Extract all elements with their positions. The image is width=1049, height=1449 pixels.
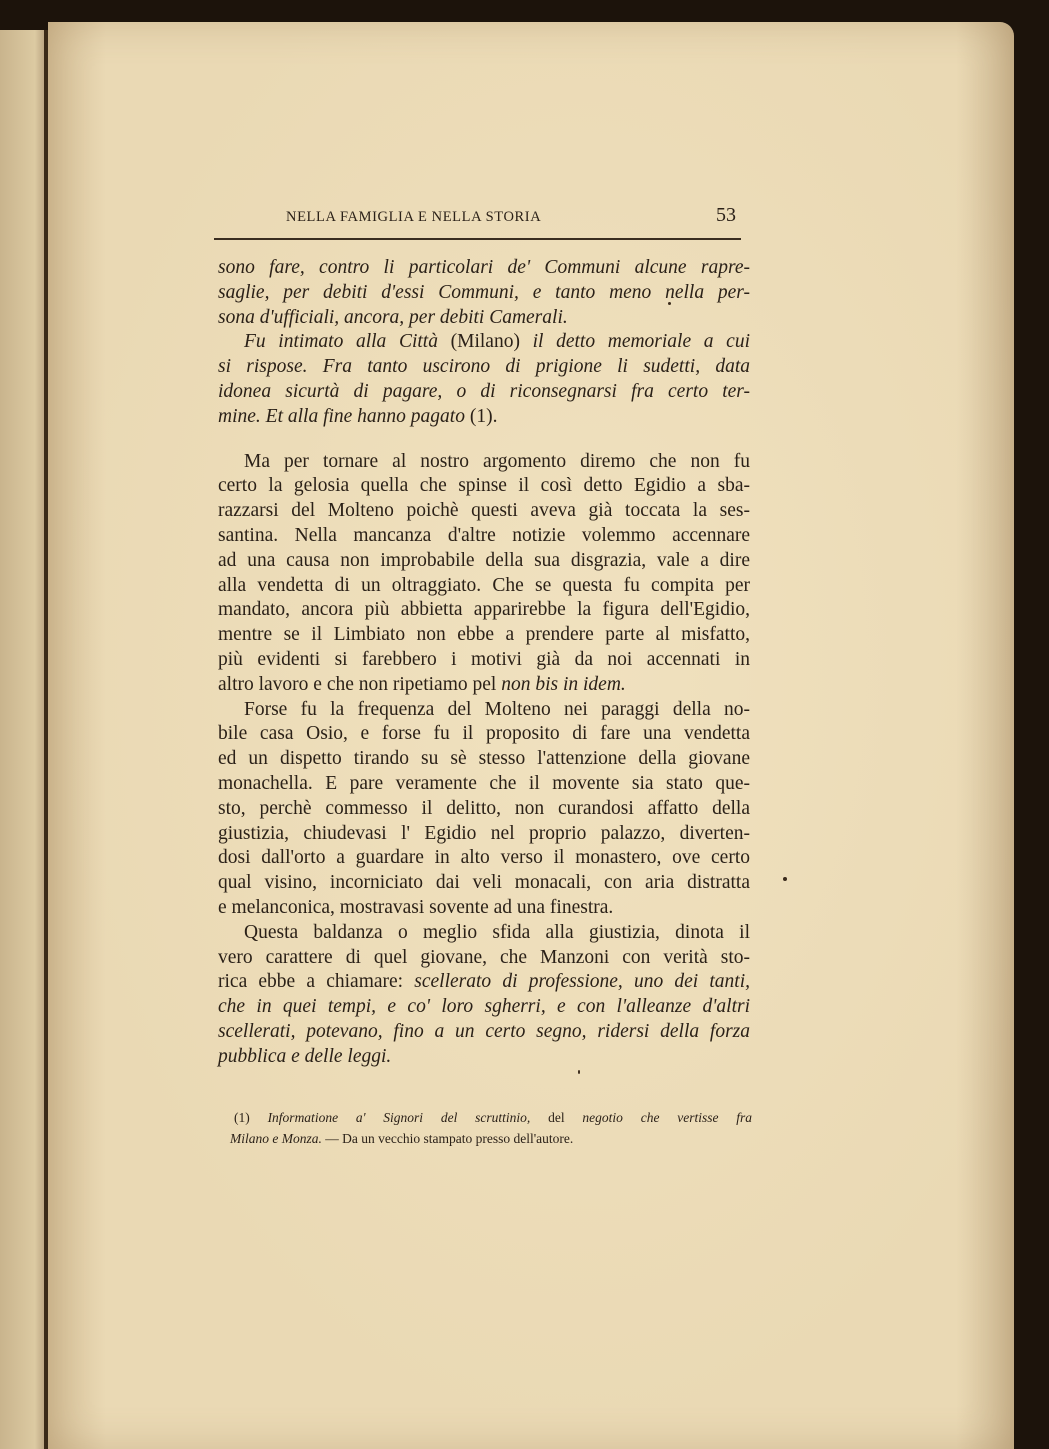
text-line: sono fare, contro li particolari de' Communi alcune rapre- [218,257,750,278]
text-line: alla vendetta di un oltraggiato. Che se questa fu compita per [218,574,750,596]
italic-run: il detto memoriale a cui [532,331,751,353]
text-line: ed un dispetto tirando su sè stesso l'attenzione della giovane [218,748,750,770]
roman-run: altro lavoro e che non ripetiamo pel [218,673,497,695]
text-line: razzarsi del Molteno poichè questi aveva già toccata la ses- [218,500,750,522]
text-line: bile casa Osio, e forse fu il proposito di fare una vendetta [218,723,750,745]
text-line: e melanconica, mostravasi sovente ad una finestra. [218,896,614,918]
footnote-number: (1) [234,1110,250,1125]
text-line: sona d'ufficiali, ancora, per debiti Camerali. [218,306,568,328]
text-line: monachella. E pare veramente che il movente sia stato que- [218,772,750,794]
left-page-edge [0,30,50,1449]
paper-speck [578,1070,580,1074]
paragraph-2 [218,330,750,429]
header-rule [214,238,741,240]
footnote [230,1107,753,1149]
text-line: pubblica e delle leggi. [218,1045,392,1067]
italic-run: non bis in idem. [501,673,626,695]
roman-run: (Milano) [450,331,520,353]
footnote-line [230,1128,752,1149]
paragraph-4 [218,698,750,921]
text-line: sto, perchè commesso il delitto, non curandosi affatto della [218,797,750,819]
text-line: certo la gelosia quella che spinse il così detto Egidio a sba- [218,475,750,497]
text-line [218,970,750,995]
italic-run: Fu intimato alla Città [244,331,438,353]
paragraph-3 [218,450,750,698]
italic-run: mine. Et alla fine hanno pagato [218,405,465,427]
running-head: NELLA FAMIGLIA E NELLA STORIA [286,209,542,225]
text-line: dosi dall'orto a guardare in alto verso il monastero, ove certo [218,847,750,869]
text-line [218,330,750,355]
text-line: vero carattere di quel giovane, che Manzoni con verità sto- [218,946,750,968]
text-line: idonea sicurtà di pagare, o di riconsegnarsi fra certo ter- [218,380,750,402]
paper-speck [783,877,787,881]
text-line: più evidenti si farebbero i motivi già da noi accennati in [218,648,750,670]
paragraph-5 [218,921,750,1070]
text-line: mentre se il Limbiato non ebbe a prendere parte al misfatto, [218,624,750,646]
italic-run: negotio che vertisse fra [582,1110,753,1125]
text-line: qual visino, incorniciato dai veli monacali, con aria distratta [218,872,750,894]
text-line [218,673,750,698]
paragraph-gap [218,430,750,450]
paragraph-1 [218,256,750,330]
text-line: si rispose. Fra tanto uscirono di prigione li sudetti, data [218,356,750,378]
body-text [218,256,750,1070]
text-line: scellerati, potevano, fino a un certo segno, ridersi della forza [218,1020,750,1042]
text-line: che in quei tempi, e co' loro sgherri, e con l'alleanze d'altri [218,996,750,1018]
page-number: 53 [716,204,736,226]
text-line: Questa baldanza o meglio sfida alla giustizia, dinota il [244,921,750,943]
text-line: Ma per tornare al nostro argomento diremo che non fu [244,450,750,472]
italic-run: scellerato di professione, uno dei tanti, [414,971,751,993]
text-line: mandato, ancora più abbietta apparirebbe la figura dell'Egidio, [218,599,750,621]
roman-run: — Da un vecchio stampato presso dell'autore. [325,1131,574,1146]
footnote-line [234,1107,752,1128]
text-line: saglie, per debiti d'essi Communi, e tanto meno nella per- [218,281,750,303]
text-line [218,405,750,430]
text-line: giustizia, chiudevasi l' Egidio nel proprio palazzo, diverten- [218,822,750,844]
footnote-ref: (1). [469,405,498,427]
italic-run: Milano e Monza. [230,1131,322,1146]
roman-run: rica ebbe a chiamare: [218,971,404,993]
italic-run: Informatione a' Signori del scruttinio, [267,1110,531,1125]
roman-run: del [548,1110,565,1125]
text-line: Forse fu la frequenza del Molteno nei paraggi della no- [244,698,750,720]
text-line: santina. Nella mancanza d'altre notizie volemmo accennare [218,524,750,546]
text-line: ad una causa non improbabile della sua disgrazia, vale a dire [218,549,750,571]
